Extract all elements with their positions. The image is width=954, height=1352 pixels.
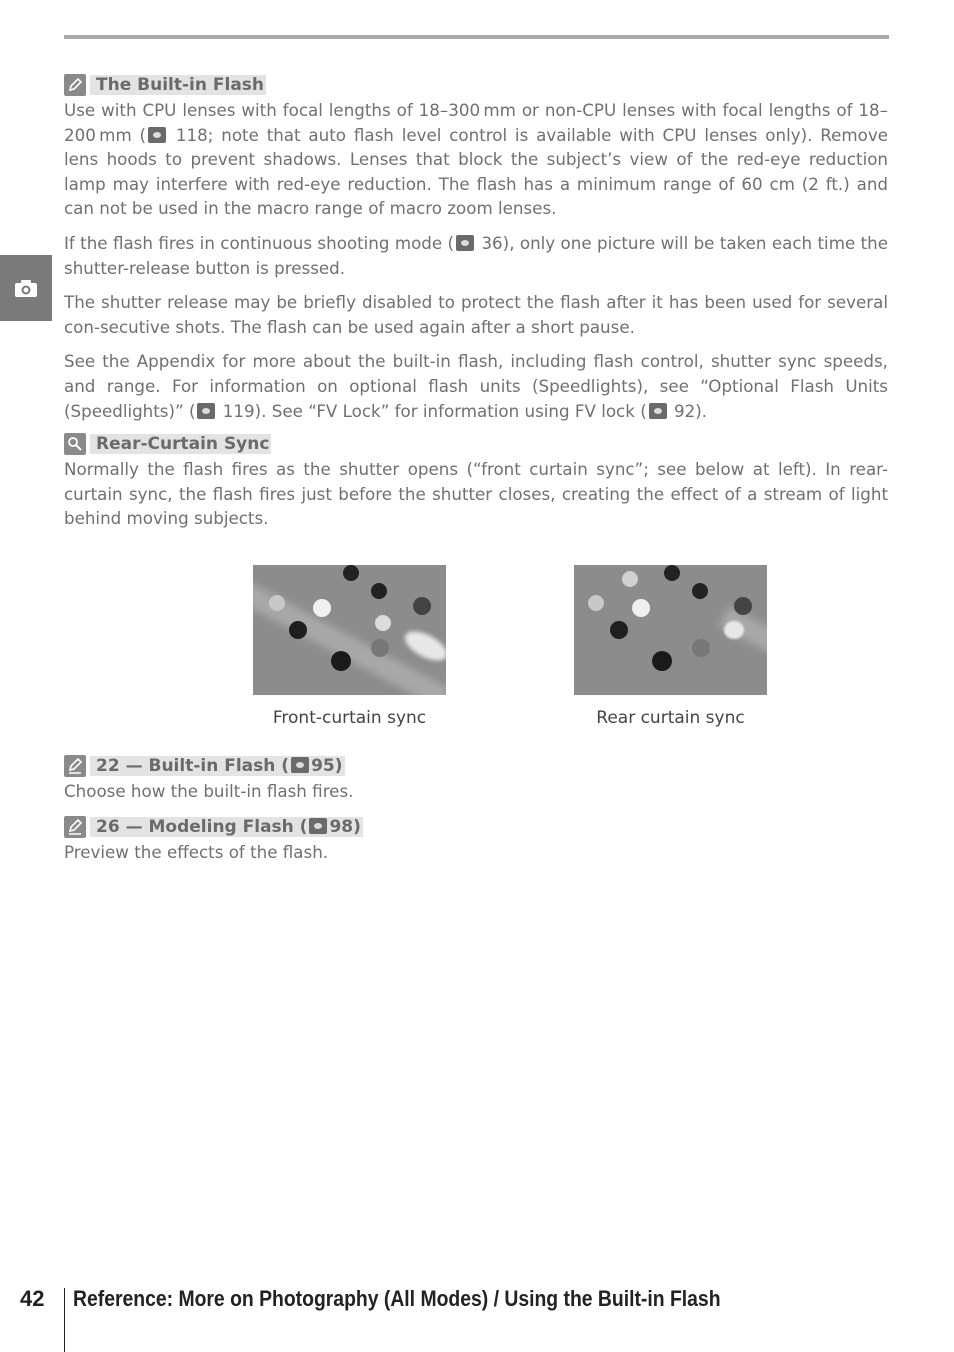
page-reference-icon xyxy=(309,818,327,834)
page-reference-icon xyxy=(649,403,667,419)
rear-curtain-heading xyxy=(64,431,888,457)
builtin-para-4: See the Appendix for more about the built-in flash, including flash control, shutter sync speeds, and range. For information on optional flash units (Speedlights), see “Optional Flash Units (Speedlights)” ( 119). See “FV Lock” for information using FV lock ( 92). xyxy=(64,351,888,421)
sync-figures xyxy=(253,565,767,740)
rear-curtain-title: Rear-Curtain Sync xyxy=(90,434,271,454)
section-tab xyxy=(0,255,52,321)
front-curtain-photo xyxy=(253,565,446,695)
setting-22-heading xyxy=(64,753,888,779)
builtin-flash-heading xyxy=(64,72,888,98)
top-rule xyxy=(64,35,889,39)
rear-curtain-caption: Rear curtain sync xyxy=(596,708,745,728)
main-content xyxy=(64,72,888,531)
custom-setting-pencil-icon xyxy=(64,755,86,777)
custom-settings xyxy=(64,753,888,864)
page-reference-icon xyxy=(197,403,215,419)
setting-26-title: 26 — Modeling Flash ( 98) xyxy=(90,817,363,837)
builtin-flash-title: The Built-in Flash xyxy=(90,75,266,95)
rear-curtain-text: Normally the flash fires as the shutter opens (“front curtain sync”; see below at left). In rear-curtain sync, the flash fires just before the shutter closes, creating the effect of a stream of light behind moving subjects. xyxy=(64,459,888,529)
page-number: 42 xyxy=(20,1286,45,1311)
page-reference-icon xyxy=(148,127,166,143)
builtin-para-3: The shutter release may be briefly disabled to protect the flash after it has been used for several con-secutive shots. The flash can be used again after a short pause. xyxy=(64,292,888,337)
footer-title: Reference: More on Photography (All Modes) / Using the Built-in Flash xyxy=(73,1286,721,1311)
pencil-note-icon xyxy=(64,74,86,96)
builtin-para-2: If the flash fires in continuous shooting mode ( 36), only one picture will be taken each time the shutter-release button is pressed. xyxy=(64,232,888,278)
rear-curtain-photo xyxy=(574,565,767,695)
setting-26-heading xyxy=(64,814,888,840)
front-curtain-caption: Front-curtain sync xyxy=(272,708,427,728)
custom-setting-pencil-icon xyxy=(64,816,86,838)
setting-26-text: Preview the effects of the flash. xyxy=(64,841,329,862)
magnifier-tip-icon xyxy=(64,433,86,455)
setting-22-text: Choose how the built-in flash fires. xyxy=(64,781,354,801)
page-reference-icon xyxy=(456,235,474,251)
footer-divider xyxy=(64,1288,65,1352)
camera-icon xyxy=(14,278,38,298)
builtin-para-1: Use with CPU lenses with focal lengths of 18–300 mm or non-CPU lenses with focal lengths of 18–200 mm ( 118; note that auto flash level control is available with CPU lenses only). Remove lens hoods to prevent shadows. Lenses that block the subject’s view of the red-eye reduction lamp may interfere with red-eye reduction. The flash has a minimum range of 60 cm (2 ft.) and can not be used in the macro range of macro zoom lenses. xyxy=(64,100,888,219)
page-reference-icon xyxy=(291,757,309,773)
setting-22-title: 22 — Built-in Flash ( 95) xyxy=(90,756,345,776)
